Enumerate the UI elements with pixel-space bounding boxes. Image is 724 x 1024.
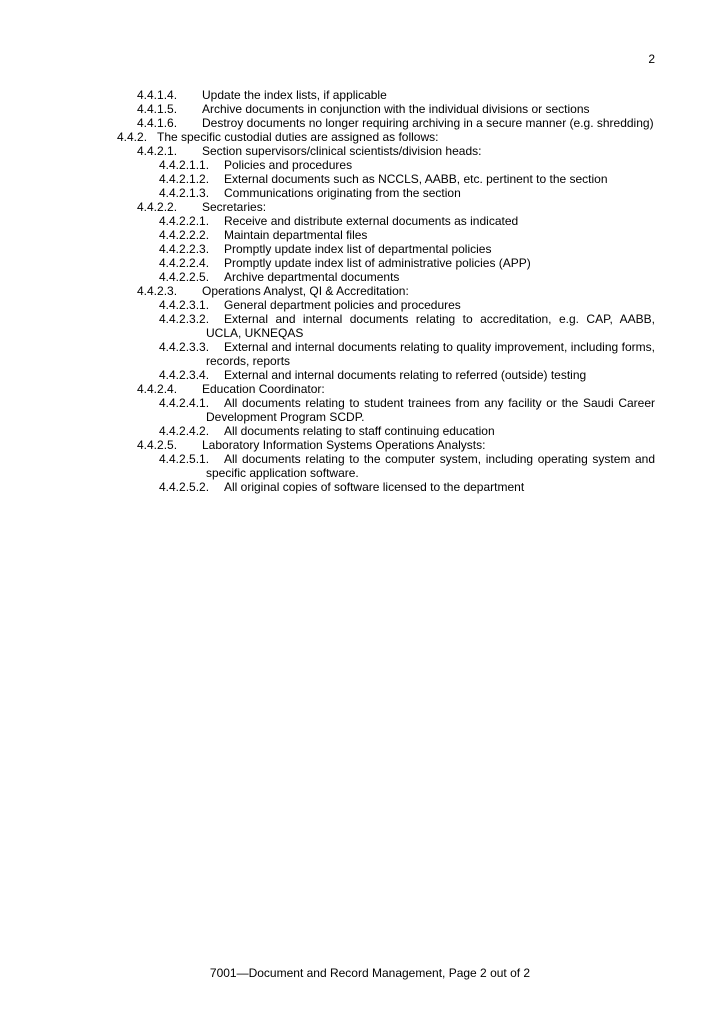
item-text: General department policies and procedures xyxy=(224,298,461,312)
outline-item xyxy=(0,242,724,256)
outline-item xyxy=(0,438,724,452)
item-number: 4.4.2.5.2. xyxy=(159,480,210,494)
outline-item xyxy=(0,382,724,396)
item-number: 4.4.2.4.2. xyxy=(159,424,210,438)
item-number: 4.4.2.5. xyxy=(137,438,178,452)
outline-item xyxy=(0,228,724,242)
item-text: External and internal documents relating to referred (outside) testing xyxy=(224,368,587,382)
numbered-outline xyxy=(0,88,724,494)
item-number: 4.4.2.2.5. xyxy=(159,270,210,284)
item-number: 4.4.2.1. xyxy=(137,144,178,158)
item-text: Secretaries: xyxy=(202,200,267,214)
item-text: External and internal documents relating to accreditation, e.g. CAP, AABB, UCLA, UKNEQAS xyxy=(206,312,655,340)
outline-item xyxy=(0,102,724,116)
outline-item xyxy=(0,368,724,382)
item-number: 4.4.2.3.4. xyxy=(159,368,210,382)
item-number: 4.4.2.4. xyxy=(137,382,178,396)
item-text: Update the index lists, if applicable xyxy=(202,88,387,102)
outline-item xyxy=(0,88,724,102)
outline-item xyxy=(0,116,724,130)
item-number: 4.4.1.5. xyxy=(137,102,178,116)
outline-item xyxy=(0,130,724,144)
item-text: All documents relating to staff continuing education xyxy=(224,424,495,438)
item-number: 4.4.2.3. xyxy=(137,284,178,298)
item-number: 4.4.2.5.1. xyxy=(159,452,210,466)
item-text: Destroy documents no longer requiring archiving in a secure manner (e.g. shredding) xyxy=(202,116,654,130)
outline-item xyxy=(0,172,724,186)
item-text: Receive and distribute external documents as indicated xyxy=(224,214,519,228)
item-text: External and internal documents relating to quality improvement, including forms, records, reports xyxy=(206,340,655,368)
item-text: External documents such as NCCLS, AABB, etc. pertinent to the section xyxy=(224,172,608,186)
item-number: 4.4.2.3.2. xyxy=(159,312,210,326)
item-number: 4.4.2. xyxy=(117,130,148,144)
item-number: 4.4.2.1.2. xyxy=(159,172,210,186)
item-text: All documents relating to the computer system, including operating system and specific application software. xyxy=(206,452,655,480)
outline-item xyxy=(0,480,724,494)
outline-item xyxy=(0,144,724,158)
item-number: 4.4.2.2.2. xyxy=(159,228,210,242)
item-number: 4.4.2.3.1. xyxy=(159,298,210,312)
item-text: The specific custodial duties are assigned as follows: xyxy=(157,130,439,144)
item-number: 4.4.2.3.3. xyxy=(159,340,210,354)
item-number: 4.4.2.2.4. xyxy=(159,256,210,270)
outline-item xyxy=(0,312,724,340)
item-text: Laboratory Information Systems Operations Analysts: xyxy=(202,438,486,452)
item-number: 4.4.2.1.3. xyxy=(159,186,210,200)
item-text: Education Coordinator: xyxy=(202,382,325,396)
item-number: 4.4.2.2.1. xyxy=(159,214,210,228)
outline-item xyxy=(0,340,724,368)
item-number: 4.4.2.4.1. xyxy=(159,396,210,410)
page-number: 2 xyxy=(648,52,655,66)
item-text: Promptly update index list of departmental policies xyxy=(224,242,492,256)
item-text: Maintain departmental files xyxy=(224,228,368,242)
item-text: Promptly update index list of administrative policies (APP) xyxy=(224,256,531,270)
outline-item xyxy=(0,214,724,228)
item-text: Communications originating from the section xyxy=(224,186,461,200)
outline-item xyxy=(0,424,724,438)
item-text: Archive departmental documents xyxy=(224,270,400,284)
outline-item xyxy=(0,284,724,298)
item-number: 4.4.1.4. xyxy=(137,88,178,102)
page-footer xyxy=(0,966,724,980)
item-text: Operations Analyst, QI & Accreditation: xyxy=(202,284,409,298)
outline-item xyxy=(0,200,724,214)
outline-item xyxy=(0,298,724,312)
outline-item xyxy=(0,452,724,480)
outline-item xyxy=(0,186,724,200)
outline-item xyxy=(0,396,724,424)
item-text: All original copies of software licensed to the department xyxy=(224,480,525,494)
item-number: 4.4.2.2.3. xyxy=(159,242,210,256)
footer-text: 7001—Document and Record Management, Page 2 out of 2 xyxy=(209,966,531,980)
item-text: All documents relating to student trainees from any facility or the Saudi Career Development Program SCDP. xyxy=(206,396,655,424)
item-number: 4.4.2.1.1. xyxy=(159,158,210,172)
item-text: Archive documents in conjunction with the individual divisions or sections xyxy=(202,102,590,116)
outline-item xyxy=(0,256,724,270)
item-number: 4.4.2.2. xyxy=(137,200,178,214)
item-text: Section supervisors/clinical scientists/division heads: xyxy=(202,144,482,158)
outline-item xyxy=(0,270,724,284)
outline-item xyxy=(0,158,724,172)
item-text: Policies and procedures xyxy=(224,158,353,172)
item-number: 4.4.1.6. xyxy=(137,116,178,130)
